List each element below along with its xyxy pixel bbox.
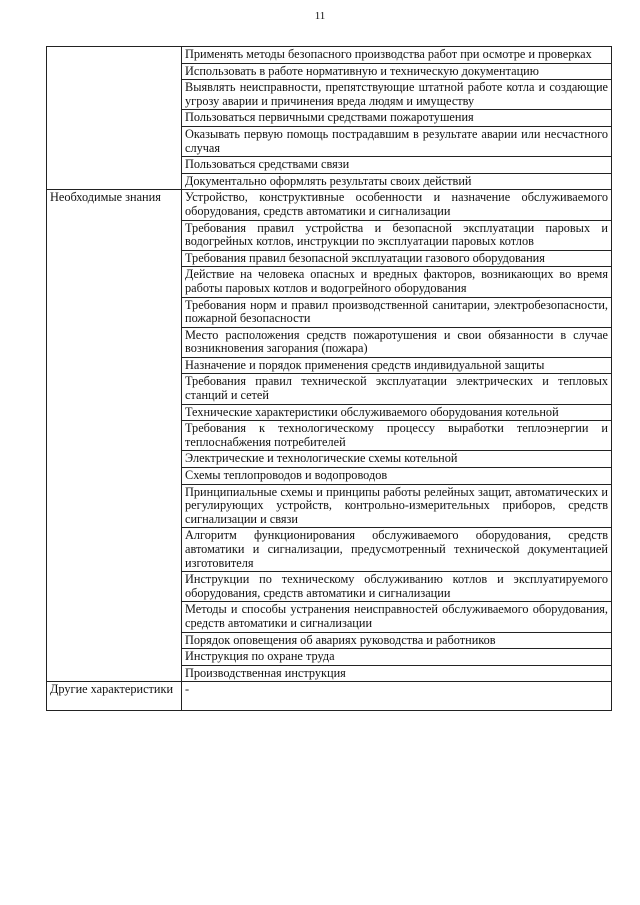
requirement-item: Пользоваться средствами связи	[182, 157, 612, 174]
requirement-item: Место расположения средств пожаротушения и свои обязанности в случае возникновения загорания (пожара)	[182, 327, 612, 357]
requirement-item: Применять методы безопасного производства работ при осмотре и проверках	[182, 47, 612, 64]
requirement-item: Документально оформлять результаты своих действий	[182, 173, 612, 190]
section-label-cell	[47, 468, 182, 485]
section-label-cell	[47, 80, 182, 110]
table-row	[47, 173, 612, 190]
requirement-item: Принципиальные схемы и принципы работы релейных защит, автоматических и регулирующих устройств, контрольно-измерительных приборов, средств сигнализации и связи	[182, 484, 612, 528]
table-row	[47, 63, 612, 80]
section-label: Другие характеристики	[50, 682, 174, 697]
requirement-item: Методы и способы устранения неисправностей обслуживаемого оборудования, средств автоматики и сигнализации	[182, 602, 612, 632]
requirement-item: Инструкция по охране труда	[182, 649, 612, 666]
requirement-item: Электрические и технологические схемы котельной	[182, 451, 612, 468]
table-row	[47, 374, 612, 404]
table-row	[47, 602, 612, 632]
section-label-cell	[47, 528, 182, 572]
requirement-item: Технические характеристики обслуживаемого оборудования котельной	[182, 404, 612, 421]
requirement-item: Оказывать первую помощь пострадавшим в результате аварии или несчастного случая	[182, 126, 612, 156]
section-label-cell	[47, 250, 182, 267]
requirement-item: Требования правил технической эксплуатации электрических и тепловых станций и сетей	[182, 374, 612, 404]
requirement-item: Устройство, конструктивные особенности и назначение обслуживаемого оборудования, средств автоматики и сигнализации	[182, 190, 612, 220]
section-label-cell	[47, 173, 182, 190]
table-row	[47, 297, 612, 327]
section-label-cell	[47, 126, 182, 156]
requirement-item: Действие на человека опасных и вредных факторов, возникающих во время работы паровых котлов и водогрейного оборудования	[182, 267, 612, 297]
section-label-cell	[47, 682, 182, 711]
section-label-cell	[47, 484, 182, 528]
requirement-item: Требования правил устройства и безопасной эксплуатации паровых и водогрейных котлов, инструкции по эксплуатации паровых котлов	[182, 220, 612, 250]
table-row	[47, 157, 612, 174]
table-row	[47, 421, 612, 451]
table-row	[47, 665, 612, 682]
requirement-item: Выявлять неисправности, препятствующие штатной работе котла и создающие угрозу аварии и причинения вреда людям и имуществу	[182, 80, 612, 110]
table-row	[47, 250, 612, 267]
section-label-cell	[47, 649, 182, 666]
requirement-item: Алгоритм функционирования обслуживаемого оборудования, средств автоматики и сигнализации, предусмотренный технической документацией изготовителя	[182, 528, 612, 572]
table-row	[47, 451, 612, 468]
page-number: 11	[314, 10, 326, 22]
requirement-item: Пользоваться первичными средствами пожаротушения	[182, 110, 612, 127]
section-label-cell	[47, 297, 182, 327]
requirement-item: Требования норм и правил производственной санитарии, электробезопасности, пожарной безопасности	[182, 297, 612, 327]
table-row	[47, 47, 612, 64]
section-label-cell	[47, 157, 182, 174]
section-label-cell	[47, 665, 182, 682]
section-label-cell	[47, 190, 182, 220]
requirement-item: -	[182, 682, 612, 711]
competency-table-body	[47, 47, 612, 711]
section-label-cell	[47, 220, 182, 250]
table-row	[47, 468, 612, 485]
section-label-cell	[47, 110, 182, 127]
table-row	[47, 357, 612, 374]
requirement-item: Использовать в работе нормативную и техническую документацию	[182, 63, 612, 80]
table-row	[47, 528, 612, 572]
section-label-cell	[47, 267, 182, 297]
section-label-cell	[47, 404, 182, 421]
table-row	[47, 632, 612, 649]
table-row	[47, 404, 612, 421]
table-row	[47, 190, 612, 220]
section-label-cell	[47, 374, 182, 404]
table-row	[47, 484, 612, 528]
requirement-item: Инструкции по техническому обслуживанию котлов и эксплуатируемого оборудования, средств автоматики и сигнализации	[182, 572, 612, 602]
table-row	[47, 572, 612, 602]
table-row	[47, 649, 612, 666]
table-row	[47, 327, 612, 357]
requirement-item: Порядок оповещения об авариях руководства и работников	[182, 632, 612, 649]
requirement-item: Требования к технологическому процессу выработки теплоэнергии и теплоснабжения потребителей	[182, 421, 612, 451]
requirement-item: Производственная инструкция	[182, 665, 612, 682]
section-label-cell	[47, 602, 182, 632]
section-label-cell	[47, 421, 182, 451]
requirement-item: Схемы теплопроводов и водопроводов	[182, 468, 612, 485]
requirement-item: Требования правил безопасной эксплуатации газового оборудования	[182, 250, 612, 267]
section-label-cell	[47, 572, 182, 602]
requirement-item: Назначение и порядок применения средств индивидуальной защиты	[182, 357, 612, 374]
section-label: Необходимые знания	[50, 190, 161, 205]
section-label-cell	[47, 63, 182, 80]
table-row	[47, 220, 612, 250]
table-row	[47, 110, 612, 127]
competency-table	[46, 46, 612, 711]
section-label-cell	[47, 451, 182, 468]
section-label-cell	[47, 327, 182, 357]
table-row	[47, 126, 612, 156]
section-label-cell	[47, 357, 182, 374]
table-row	[47, 267, 612, 297]
table-row	[47, 682, 612, 711]
section-label-cell	[47, 47, 182, 64]
section-label-cell	[47, 632, 182, 649]
table-row	[47, 80, 612, 110]
